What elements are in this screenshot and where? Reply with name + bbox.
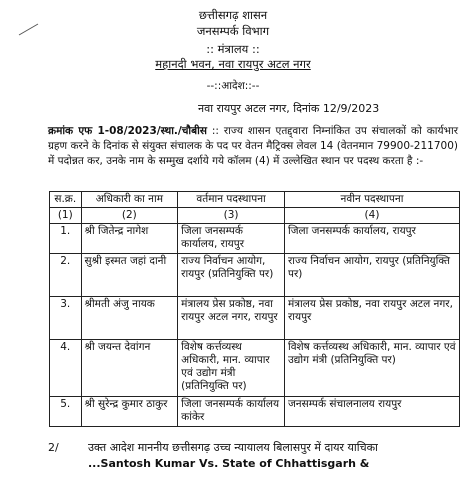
cell-new: मंत्रालय प्रेस प्रकोष्ठ, नवा रायपुर अटल नगर, रायपुर	[284, 297, 459, 340]
cell-serial: 2.	[50, 254, 82, 297]
cell-new: विशेष कर्त्तव्यस्थ अधिकारी, मान. व्यापार एवं उद्योग मंत्री (प्रतिनियुक्ति पर)	[284, 340, 459, 397]
order-paragraph	[48, 124, 458, 169]
cell-officer: श्री जितेन्द्र नागेश	[81, 224, 178, 254]
department-name: जनसम्पर्क विभाग	[196, 24, 270, 38]
paragraph-line-1: उक्त आदेश माननीय छत्तीसगढ़ उच्च न्यायालय बिलासपुर में दायर याचिका	[88, 441, 378, 454]
table-header-row	[50, 192, 460, 208]
posting-table	[49, 191, 460, 427]
cell-officer: श्री सुरेन्द्र कुमार ठाकुर	[81, 397, 178, 427]
cell-officer: सुश्री इस्मत जहां दानी	[81, 254, 178, 297]
col-number: (3)	[178, 208, 285, 224]
cell-new: जनसम्पर्क संचालनालय रायपुर	[284, 397, 459, 427]
cell-new: जिला जनसम्पर्क कार्यालय, रायपुर	[284, 224, 459, 254]
order-title: --::आदेश::--	[206, 80, 260, 92]
paragraph-number: 2/	[48, 441, 59, 454]
table-row	[50, 397, 460, 427]
cell-new: राज्य निर्वाचन आयोग, रायपुर (प्रतिनियुक्ति पर)	[284, 254, 459, 297]
order-text: :: राज्य शासन एतद्द्वारा निम्नांकित उप संचालकों को कार्यभार ग्रहण करने के दिनांक से संयुक्त संचालक के पद पर वेतन मैट्रिक्स लेवल 14 (वेतनमान 79900-211700) में पदोन्नत कर, उनके नाम के सम्मुख दर्शाये गये कॉलम (4) में उल्लेखित स्थान पर पदस्थ करता है :-	[48, 125, 458, 167]
cell-serial: 3.	[50, 297, 82, 340]
header-new-posting: नवीन पदस्थापना	[284, 192, 459, 208]
table-column-number-row	[50, 208, 460, 224]
paragraph-line-2: ...Santosh Kumar Vs. State of Chhattisgarh &	[88, 457, 370, 470]
table-row	[50, 340, 460, 397]
order-number: क्रमांक एफ 1-08/2023/स्था./चौबीस	[48, 125, 207, 137]
office-address: महानदी भवन, नवा रायपुर अटल नगर	[155, 57, 311, 71]
cell-current: मंत्रालय प्रेस प्रकोष्ठ, नवा रायपुर अटल नगर, रायपुर	[178, 297, 285, 340]
cell-serial: 1.	[50, 224, 82, 254]
govt-name: छत्तीसगढ़ शासन	[198, 8, 268, 22]
cell-current: विशेष कर्त्तव्यस्थ अधिकारी, मान. व्यापार एवं उद्योग मंत्री (प्रतिनियुक्ति पर)	[178, 340, 285, 397]
cell-current: जिला जनसम्पर्क कार्यालय कांकेर	[178, 397, 285, 427]
office-name: :: मंत्रालय ::	[206, 42, 260, 56]
col-number: (2)	[81, 208, 178, 224]
table-row	[50, 224, 460, 254]
header-current-posting: वर्तमान पदस्थापना	[178, 192, 285, 208]
cell-serial: 5.	[50, 397, 82, 427]
table-row	[50, 254, 460, 297]
header-serial: स.क्र.	[50, 192, 82, 208]
header-officer-name: अधिकारी का नाम	[81, 192, 178, 208]
cell-officer: श्री जयन्त देवांगन	[81, 340, 178, 397]
col-number: (1)	[50, 208, 82, 224]
col-number: (4)	[284, 208, 459, 224]
cell-current: राज्य निर्वाचन आयोग, रायपुर (प्रतिनियुक्ति पर)	[178, 254, 285, 297]
cell-current: जिला जनसम्पर्क कार्यालय, रायपुर	[178, 224, 285, 254]
table-row	[50, 297, 460, 340]
cell-officer: श्रीमती अंजु नायक	[81, 297, 178, 340]
cell-serial: 4.	[50, 340, 82, 397]
order-date: नवा रायपुर अटल नगर, दिनांक 12/9/2023	[198, 102, 380, 115]
